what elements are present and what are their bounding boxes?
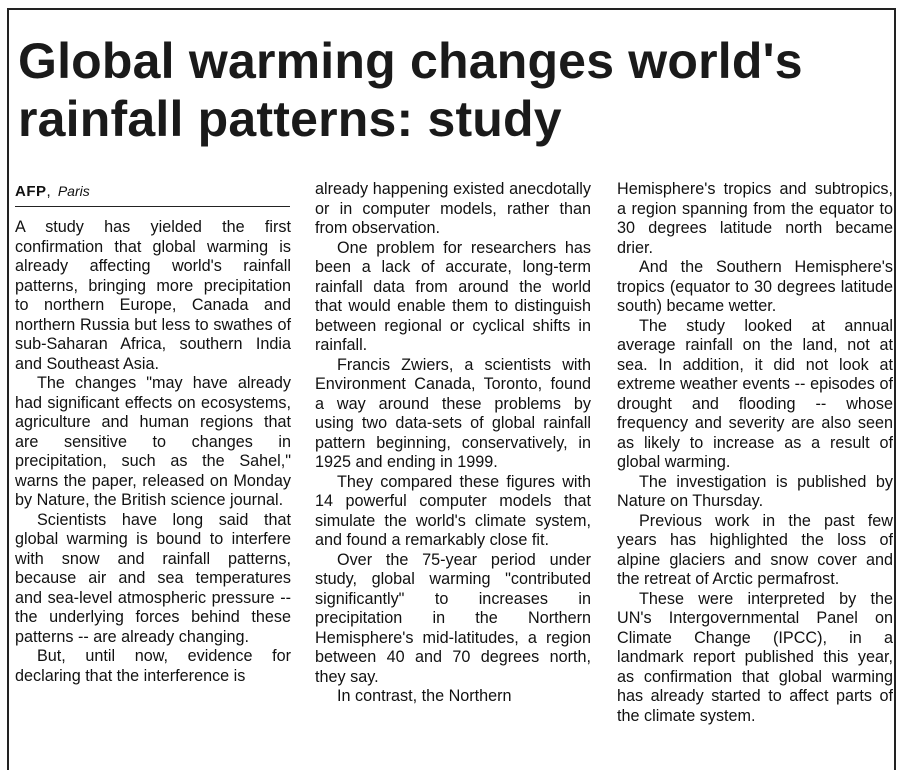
paragraph-continued: already happening existed anecdotally or in computer models, rather than from observation. — [315, 180, 591, 237]
paragraph: A study has yielded the first confirmation that global warming is already affecting world's rainfall patterns, bringing more precipitation to northern Europe, Canada and northern Russia but less to swathes of sub-Saharan Africa, southern India and Southeast Asia. — [15, 218, 291, 373]
paragraph-continued: Hemisphere's tropics and subtropics, a region spanning from the equator to 30 degrees latitude north became drier. — [617, 180, 893, 257]
paragraph: These were interpreted by the UN's Intergovernmental Panel on Climate Change (IPCC), in a landmark report published this year, as confirmation that global warming has already started to affect parts of the climate system. — [617, 589, 893, 725]
article-headline: Global warming changes world's rainfall patterns: study — [18, 33, 803, 147]
paragraph: Francis Zwiers, a scientists with Environment Canada, Toronto, found a way around these problems by using two data-sets of global rainfall pattern beginning, conservatively, in 1925 and ending in 1999. — [315, 355, 591, 471]
paragraph: Previous work in the past few years has highlighted the loss of alpine glaciers and snow cover and the retreat of Arctic permafrost. — [617, 511, 893, 588]
byline-agency: AFP — [15, 183, 47, 200]
paragraph: But, until now, evidence for declaring that the interference is — [15, 647, 291, 685]
paragraph: The study looked at annual average rainfall on the land, not at sea. In addition, it did not look at extreme weather events -- episodes of drought and flooding -- whose frequency and severity are also seen as likely to increase as a result of global warming. — [617, 316, 893, 471]
article-byline: AFP, Paris — [15, 180, 290, 207]
paragraph: In contrast, the Northern — [337, 687, 512, 705]
article-column-3 — [617, 180, 893, 726]
paragraph: And the Southern Hemisphere's tropics (equator to 30 degrees latitude south) became wetter. — [617, 258, 893, 315]
byline-place: Paris — [57, 183, 90, 199]
paragraph: The changes "may have already had significant effects on ecosystems, agriculture and human regions that are sensitive to changes in precipitation, such as the Sahel," warns the paper, released on Monday by Nature, the British science journal. — [15, 374, 291, 509]
article-column-2 — [315, 180, 591, 707]
paragraph: One problem for researchers has been a lack of accurate, long-term rainfall data from around the world that would enable them to distinguish between regional or cyclical shifts in rainfall. — [315, 238, 591, 354]
paragraph: Scientists have long said that global warming is bound to interfere with snow and rainfall patterns, because air and sea temperatures and sea-level atmospheric pressure -- the underlying forces behind these patterns -- are already changing. — [15, 510, 291, 646]
article-column-1 — [15, 218, 291, 686]
paragraph: They compared these figures with 14 powerful computer models that simulate the world's climate system, and found a remarkably close fit. — [315, 472, 591, 549]
paragraph: The investigation is published by Nature on Thursday. — [617, 472, 893, 510]
paragraph: Over the 75-year period under study, global warming "contributed significantly" to increases in precipitation in the Northern Hemisphere's mid-latitudes, a region between 40 and 70 degrees north, they say. — [315, 550, 591, 686]
